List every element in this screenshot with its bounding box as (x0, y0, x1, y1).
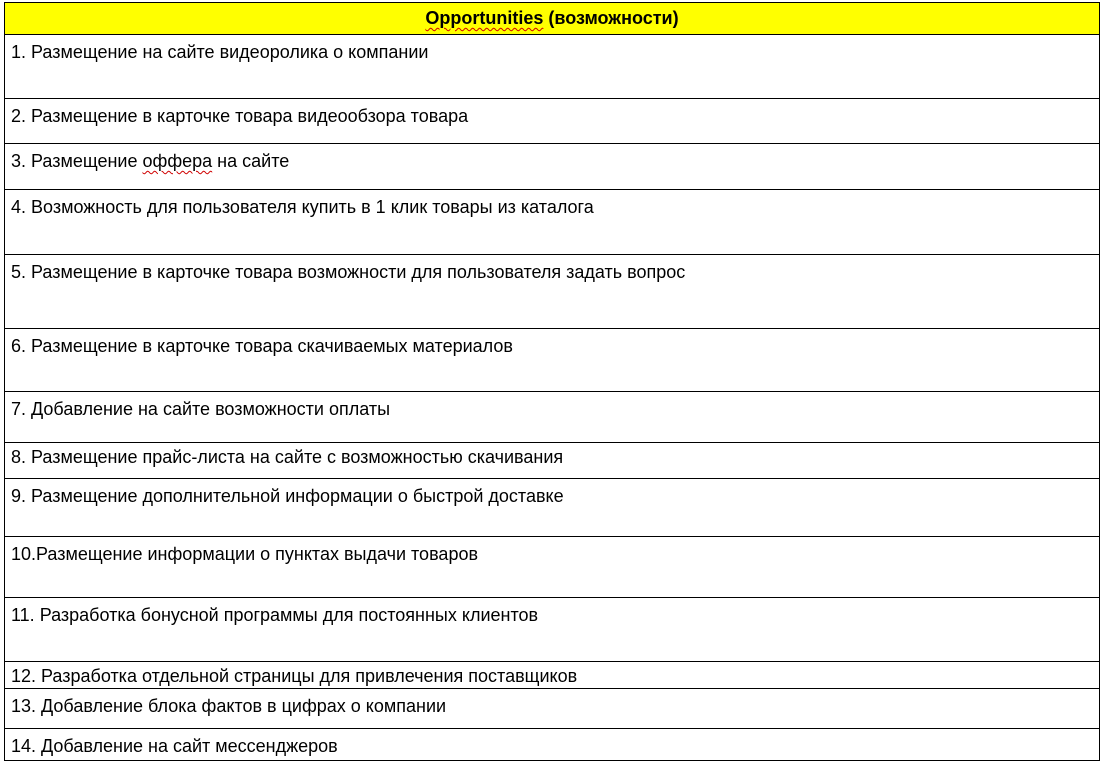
table-row (5, 537, 1100, 598)
table-row (5, 255, 1100, 329)
table-row (5, 329, 1100, 392)
table-cell: 10.Размещение информации о пунктах выдачи товаров (5, 537, 1100, 598)
table-row (5, 598, 1100, 662)
table-cell: 12. Разработка отдельной страницы для привлечения поставщиков (5, 662, 1100, 689)
table-row (5, 99, 1100, 144)
table-cell (5, 144, 1100, 190)
table-row (5, 35, 1100, 99)
table-cell: 14. Добавление на сайт мессенджеров (5, 729, 1100, 761)
table-header-cell (5, 3, 1100, 35)
table-row (5, 729, 1100, 761)
spellcheck-flagged-word: оффера (142, 151, 213, 171)
header-title: Opportunities (425, 8, 544, 28)
table-cell: 1. Размещение на сайте видеоролика о компании (5, 35, 1100, 99)
table-row (5, 479, 1100, 537)
table-cell: 8. Размещение прайс-листа на сайте с возможностью скачивания (5, 443, 1100, 479)
table-row (5, 689, 1100, 729)
opportunities-table (4, 2, 1100, 761)
table-row (5, 662, 1100, 689)
table-cell: 4. Возможность для пользователя купить в 1 клик товары из каталога (5, 190, 1100, 255)
table-cell: 7. Добавление на сайте возможности оплаты (5, 392, 1100, 443)
table-header-row (5, 3, 1100, 35)
table-cell: 2. Размещение в карточке товара видеообзора товара (5, 99, 1100, 144)
table-cell: 11. Разработка бонусной программы для постоянных клиентов (5, 598, 1100, 662)
table-row (5, 144, 1100, 190)
table-cell: 13. Добавление блока фактов в цифрах о компании (5, 689, 1100, 729)
row3-text-before: 3. Размещение (11, 151, 143, 171)
row3-text-after: на сайте (212, 151, 290, 171)
table-cell: 6. Размещение в карточке товара скачиваемых материалов (5, 329, 1100, 392)
table-cell: 9. Размещение дополнительной информации о быстрой доставке (5, 479, 1100, 537)
table-row (5, 443, 1100, 479)
table-row (5, 392, 1100, 443)
table-row (5, 190, 1100, 255)
header-subtitle: (возможности) (543, 8, 679, 28)
table-cell: 5. Размещение в карточке товара возможности для пользователя задать вопрос (5, 255, 1100, 329)
